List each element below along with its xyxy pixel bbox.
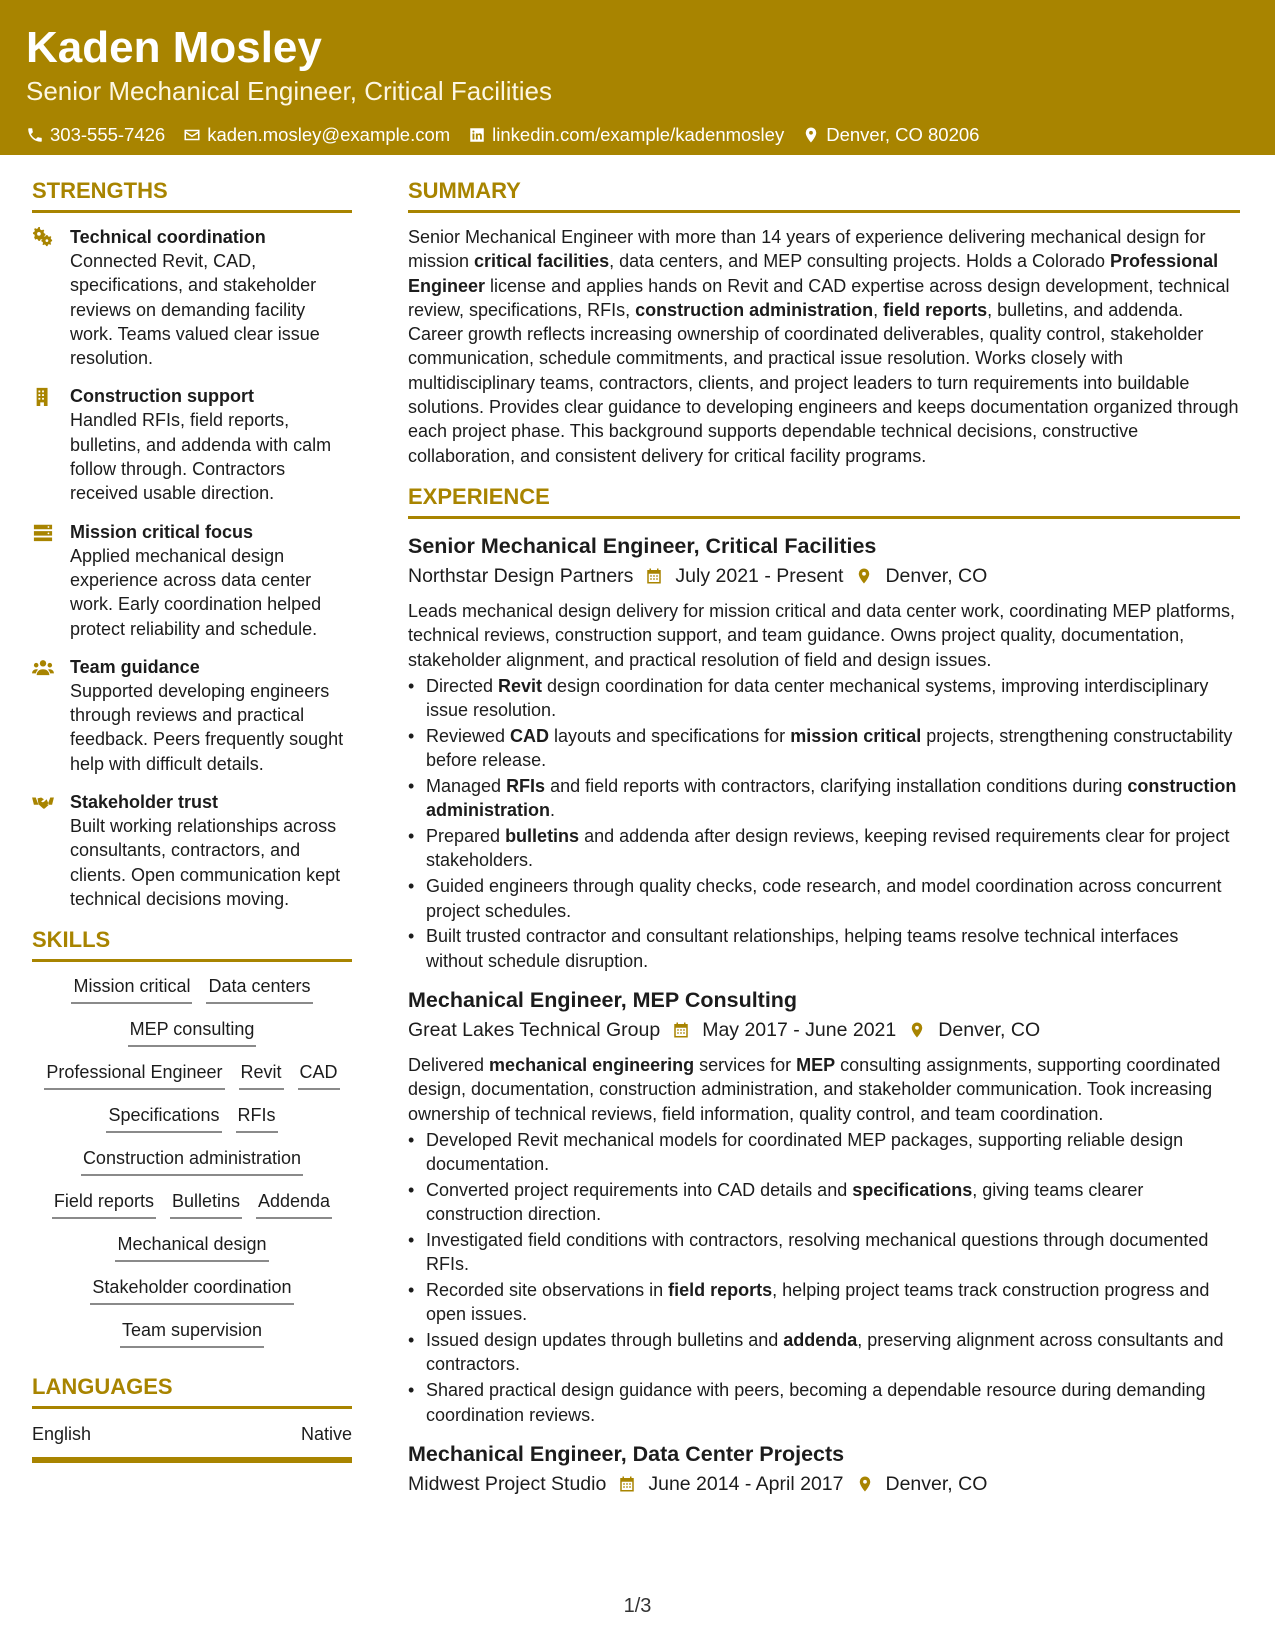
linkedin-icon <box>468 126 486 144</box>
text-run: Reviewed <box>426 725 511 746</box>
text-run: Leads mechanical design delivery for mission critical and data center work, coordinating MEP platforms, technical reviews, construction support, and team guidance. Owns project quality, documentation, stakeholder alignment, and practical resolution of field and design issues. <box>408 600 1236 670</box>
job-bullet <box>408 824 1240 873</box>
text-run: Prepared <box>426 826 506 847</box>
strength-title: Stakeholder trust <box>70 792 219 813</box>
job-location: Denver, CO <box>885 1472 988 1495</box>
job-bullet <box>408 1178 1240 1227</box>
job-company: Midwest Project Studio <box>408 1472 607 1495</box>
skill-tag: Mechanical design <box>115 1232 268 1262</box>
text-run: , preserving alignment across consultants and contractors. <box>426 1330 1224 1375</box>
languages-list <box>32 1421 352 1463</box>
text-run: , <box>873 299 884 320</box>
text-run: Delivered <box>408 1054 490 1075</box>
job-bullet <box>408 1328 1240 1377</box>
server-icon <box>32 522 54 542</box>
language-row <box>32 1421 352 1463</box>
strength-item <box>32 225 352 370</box>
skills-row <box>90 1275 293 1305</box>
candidate-name: Kaden Mosley <box>26 23 322 72</box>
text-run: and addenda after design reviews, keeping revised requirements clear for project stakeholders. <box>426 826 1230 871</box>
skill-tag: Construction administration <box>81 1146 303 1176</box>
calendar-icon <box>672 1020 690 1040</box>
strength-description: Built working relationships across consultants, contractors, and clients. Open communication kept technical decisions moving. <box>70 816 341 909</box>
bold-text: critical facilities <box>474 251 610 272</box>
building-icon <box>32 386 54 406</box>
skills-row <box>81 1146 303 1176</box>
map-pin-icon <box>802 126 820 144</box>
phone-text: 303-555-7426 <box>50 124 166 145</box>
bold-text: Revit <box>498 675 543 696</box>
bold-text: RFIs <box>506 776 546 797</box>
job-bullet <box>408 674 1240 723</box>
map-pin-icon <box>855 566 873 586</box>
text-run: , helping project teams track construction progress and open issues. <box>426 1280 1210 1325</box>
strength-item <box>32 520 352 641</box>
bold-text: Professional Engineer <box>408 251 1219 296</box>
strength-description: Handled RFIs, field reports, bulletins, and addenda with calm follow through. Contractors received usable direction. <box>70 410 332 504</box>
strength-item <box>32 790 352 911</box>
strength-item <box>32 655 352 776</box>
bold-text: construction administration <box>635 299 874 320</box>
languages-heading: LANGUAGES <box>32 1372 352 1409</box>
strength-title: Technical coordination <box>70 227 266 247</box>
location-text: Denver, CO 80206 <box>826 124 980 145</box>
language-name: English <box>32 1424 92 1445</box>
strength-title: Mission critical focus <box>70 521 254 542</box>
experience-heading: EXPERIENCE <box>408 482 1240 519</box>
job-dates: July 2021 - Present <box>675 564 844 587</box>
strength-description: Connected Revit, CAD, specifications, and stakeholder reviews on demanding facility work. Teams valued clear issue resolution. <box>70 251 320 369</box>
text-run: Managed <box>426 776 507 797</box>
contact-linkedin[interactable] <box>468 124 784 146</box>
strength-title: Team guidance <box>70 656 200 677</box>
text-run: Built trusted contractor and consultant relationships, helping teams resolve technical interfaces without schedule disruption. <box>426 926 1179 971</box>
text-run: license and applies hands on Revit and CAD expertise across design development, technical review, specifications, RFIs, <box>408 275 1230 320</box>
linkedin-text: linkedin.com/example/kadenmosley <box>492 124 785 145</box>
job-title: Mechanical Engineer, Data Center Projects <box>408 1441 845 1466</box>
strengths-heading: STRENGTHS <box>32 176 352 213</box>
job-description <box>408 599 1240 672</box>
skills-row <box>115 1232 268 1262</box>
skills-heading: SKILLS <box>32 925 352 962</box>
job-title: Mechanical Engineer, MEP Consulting <box>408 987 798 1012</box>
skill-tag: Data centers <box>206 974 312 1004</box>
job-bullet <box>408 1128 1240 1177</box>
text-run: Directed <box>426 675 499 696</box>
text-run: Senior Mechanical Engineer with more than 14 years of experience delivering mechanical design for mission <box>408 227 1206 272</box>
users-icon <box>32 657 54 677</box>
skills-list <box>32 974 352 1348</box>
job-bullet <box>408 874 1240 923</box>
job-entry <box>408 985 1240 1427</box>
summary-heading: SUMMARY <box>408 176 1240 213</box>
job-dates: June 2014 - April 2017 <box>648 1472 844 1495</box>
handshake-icon <box>32 792 54 812</box>
strength-item <box>32 384 352 505</box>
job-bullet <box>408 1278 1240 1327</box>
job-meta <box>408 1469 1240 1499</box>
job-company: Great Lakes Technical Group <box>408 1018 661 1041</box>
skill-tag: MEP consulting <box>128 1017 257 1047</box>
calendar-icon <box>645 566 663 586</box>
job-bullets <box>408 674 1240 973</box>
skills-row <box>52 1189 332 1219</box>
email-text: kaden.mosley@example.com <box>207 124 451 145</box>
contact-email[interactable] <box>183 124 450 146</box>
candidate-title: Senior Mechanical Engineer, Critical Facilities <box>26 76 553 106</box>
bold-text: bulletins <box>505 826 580 847</box>
skills-row <box>128 1017 257 1047</box>
map-pin-icon <box>856 1474 874 1494</box>
bold-text: mission critical <box>790 725 922 746</box>
contact-phone[interactable] <box>26 124 165 146</box>
text-run: , giving teams clearer construction direction. <box>426 1179 1144 1225</box>
skills-row <box>71 974 312 1004</box>
page-number: 1/3 <box>623 1595 652 1617</box>
resume-header <box>0 0 1275 155</box>
bold-text: CAD <box>510 725 550 746</box>
map-pin-icon <box>908 1020 926 1040</box>
skill-tag: Specifications <box>106 1103 221 1133</box>
text-run: design coordination for data center mechanical systems, improving interdisciplinary issue resolution. <box>426 675 1209 721</box>
skill-tag: Bulletins <box>170 1189 242 1219</box>
skills-row <box>106 1103 277 1133</box>
job-bullets <box>408 1128 1240 1427</box>
job-bullet <box>408 1228 1240 1277</box>
bold-text: field reports <box>883 299 988 320</box>
text-run: , data centers, and MEP consulting projects. Holds a Colorado <box>609 251 1111 272</box>
job-description <box>408 1053 1240 1126</box>
skill-tag: Revit <box>239 1060 284 1090</box>
job-title: Senior Mechanical Engineer, Critical Facilities <box>408 533 877 558</box>
contact-location <box>802 124 979 146</box>
text-run: consulting assignments, supporting coordinated design, documentation, construction administration, and stakeholder communication. Took increasing ownership of technical reviews, field information, quality control, and team coordination. <box>408 1054 1221 1124</box>
bold-text: field reports <box>668 1280 773 1301</box>
left-column <box>32 176 352 1463</box>
job-entry <box>408 531 1240 973</box>
job-dates: May 2017 - June 2021 <box>702 1018 897 1041</box>
job-meta <box>408 1015 1240 1045</box>
skills-row <box>44 1060 339 1090</box>
text-run: Developed Revit mechanical models for coordinated MEP packages, supporting reliable design documentation. <box>426 1129 1184 1175</box>
bold-text: MEP <box>796 1054 836 1075</box>
job-meta <box>408 561 1240 591</box>
contact-bar <box>26 124 1249 146</box>
strengths-list <box>32 225 352 911</box>
text-run: Investigated field conditions with contractors, resolving mechanical questions through documented RFIs. <box>426 1230 1209 1275</box>
text-run: Recorded site observations in <box>426 1280 669 1301</box>
skills-row <box>120 1318 264 1348</box>
bold-text: construction administration <box>426 776 1237 821</box>
skill-tag: RFIs <box>236 1103 278 1133</box>
strength-description: Applied mechanical design experience across data center work. Early coordination helped protect reliability and schedule. <box>70 545 322 639</box>
text-run: layouts and specifications for <box>549 725 791 746</box>
envelope-icon <box>183 126 201 144</box>
text-run: projects, strengthening constructability before release. <box>426 725 1233 771</box>
text-run: and field reports with contractors, clarifying installation conditions during <box>545 776 1128 797</box>
job-entry <box>408 1439 1240 1499</box>
skill-tag: Field reports <box>52 1189 156 1219</box>
skill-tag: CAD <box>298 1060 340 1090</box>
skill-tag: Addenda <box>256 1189 332 1219</box>
gears-icon <box>32 227 54 247</box>
skill-tag: Team supervision <box>120 1318 264 1348</box>
text-run: Converted project requirements into CAD details and <box>426 1179 853 1200</box>
job-bullet <box>408 724 1240 773</box>
bold-text: specifications <box>852 1179 973 1200</box>
text-run: . <box>550 800 556 821</box>
text-run: Issued design updates through bulletins and <box>426 1330 784 1351</box>
right-column <box>408 176 1240 1511</box>
skill-tag: Mission critical <box>71 974 192 1004</box>
strength-description: Supported developing engineers through reviews and practical feedback. Peers frequently sought help with difficult details. <box>70 680 344 774</box>
job-bullet <box>408 924 1240 973</box>
calendar-icon <box>618 1474 636 1494</box>
job-company: Northstar Design Partners <box>408 564 634 587</box>
job-bullet <box>408 774 1240 823</box>
job-bullet <box>408 1378 1240 1427</box>
jobs-list <box>408 531 1240 1499</box>
text-run: Shared practical design guidance with peers, becoming a dependable resource during demanding coordination reviews. <box>426 1380 1206 1425</box>
phone-icon <box>26 126 44 144</box>
text-run: , bulletins, and addenda. Career growth reflects increasing ownership of coordinated deliverables, quality control, stakeholder communication, schedule commitments, and practical issue resolution. Works closely with multidisciplinary teams, contractors, clients, and project leaders to turn requirements into buildable solutions. Provides clear guidance to developing engineers and keeps documentation organized through each project phase. This background supports dependable technical decisions, constructive collaboration, and consistent delivery for critical facility programs. <box>408 299 1239 466</box>
skill-tag: Stakeholder coordination <box>90 1275 293 1305</box>
language-level: Native <box>300 1424 352 1445</box>
text-run: Guided engineers through quality checks, code research, and model coordination across concurrent project schedules. <box>426 876 1222 921</box>
bold-text: mechanical engineering <box>489 1054 695 1075</box>
strength-title: Construction support <box>70 386 254 407</box>
job-location: Denver, CO <box>885 564 988 587</box>
text-run: services for <box>694 1054 797 1075</box>
summary-text <box>408 225 1240 468</box>
job-location: Denver, CO <box>938 1018 1041 1041</box>
bold-text: addenda <box>783 1330 858 1351</box>
skill-tag: Professional Engineer <box>44 1060 224 1090</box>
